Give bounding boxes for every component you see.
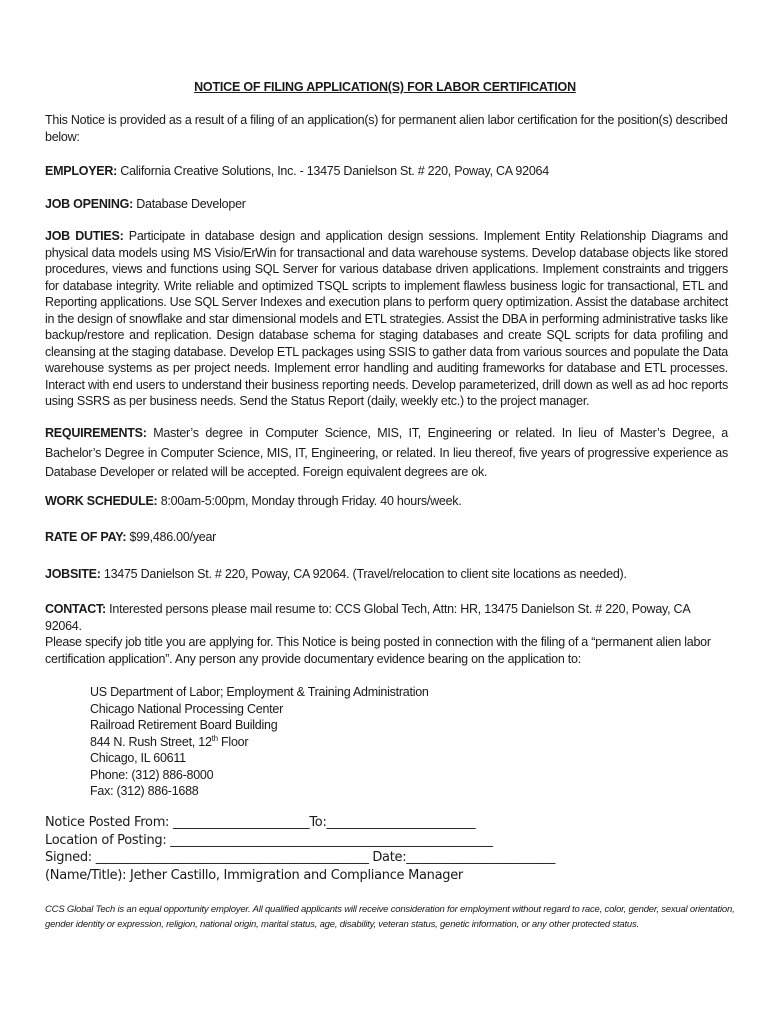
address-line: Fax: (312) 886-1688 (90, 784, 199, 798)
jobsite-label: JOBSITE: (45, 567, 101, 581)
ordinal-suffix: th (211, 733, 218, 743)
requirements-paragraph (45, 424, 728, 483)
name-title-line: (Name/Title): Jether Castillo, Immigration and Compliance Manager (45, 867, 463, 883)
contact-line (45, 601, 728, 634)
job-duties-value: Participate in database design and application design sessions. Implement Entity Relationship Diagrams and physical data models using MS Visio/ErWin for transactional and data warehouse systems. Develop database objects like stored procedures, views and functions using SQL Server for various database driven applications. Implement constraints and triggers for database integrity. Write reliable and optimized TSQL scripts to implement flawless business logic for transactional, ETL and Reporting applications. Use SQL Server Indexes and execution plans to perform query optimization. Assist the database architect in the design of snowflake and star dimensional models and ETL strategies. Assist the DBA in performing administrative tasks like backup/restore and replication. Design database schema for staging databases and create SQL scripts for data profiling and cleansing at the staging database. Develop ETL packages using SSIS to gather data from various sources and populate the Data warehouse systems as per project needs. Implement error handling and auditing frameworks for database and ETL processes. Interact with end users to understand their business reporting needs. Develop parameterized, drill down as well as ad hoc reports using SSRS as per business needs. Send the Status Report (daily, weekly etc.) to the project manager. (45, 229, 728, 408)
floor-text: Floor (217, 734, 249, 749)
rate-label: RATE OF PAY: (45, 530, 127, 544)
eeo-footer: CCS Global Tech is an equal opportunity employer. All qualified applicants will receive consideration for employment without regard to race, color, gender, sexual orientation, gender identity or expression, religion, national origin, marital status, age, disability, veteran status, genetic information, or any other protected status. (45, 904, 735, 930)
address-line: Phone: (312) 886-8000 (90, 767, 214, 782)
signature-date-field[interactable]: Signed: ____________________________________________ Date:________________________ (45, 850, 556, 865)
address-line: US Department of Labor; Employment & Training Administration (90, 685, 429, 699)
job-duties-label: JOB DUTIES: (45, 229, 124, 243)
contact-label: CONTACT: (45, 602, 106, 616)
street-text: 844 N. Rush Street, 12 (90, 734, 212, 749)
posting-form (45, 814, 735, 884)
job-opening-line (45, 196, 728, 213)
posted-from-field[interactable]: Notice Posted From: ______________________To:________________________ (45, 815, 476, 830)
specify-paragraph: Please specify job title you are applying for. This Notice is being posted in connection with the filing of a “permanent alien labor certification application”. Any person any provide documentary evidence bearing on the application to: (45, 635, 711, 666)
address-line: Chicago, IL 60611 (90, 751, 186, 765)
work-schedule-line (45, 493, 728, 510)
employer-line (45, 163, 728, 180)
dol-address-block (90, 684, 590, 800)
rate-of-pay-line (45, 529, 728, 546)
employer-label: EMPLOYER: (45, 164, 118, 178)
address-line (90, 734, 590, 751)
work-schedule-value: 8:00am-5:00pm, Monday through Friday. 40 hours/week. (157, 494, 462, 508)
job-opening-value: Database Developer (133, 197, 246, 211)
intro-paragraph: This Notice is provided as a result of a filing of an application(s) for permanent alien labor certification for the position(s) described below: (45, 113, 728, 144)
requirements-value: Master’s degree in Computer Science, MIS, IT, Engineering or related. In lieu of Master’s Degree, a Bachelor’s Degree in Computer Science, MIS, IT, Engineering, or related. In lieu thereof, five years of progressive experience as Database Developer or related will be accepted. Foreign equivalent degrees are ok. (45, 426, 728, 479)
work-schedule-label: WORK SCHEDULE: (45, 494, 158, 508)
jobsite-line (45, 566, 728, 583)
job-opening-label: JOB OPENING: (45, 197, 133, 211)
address-line: Chicago National Processing Center (90, 701, 283, 716)
address-line: Railroad Retirement Board Building (90, 718, 278, 732)
job-duties-paragraph (45, 228, 728, 410)
document-title: NOTICE OF FILING APPLICATION(S) FOR LABOR CERTIFICATION (194, 80, 576, 94)
requirements-label: REQUIREMENTS: (45, 426, 147, 440)
contact-value: Interested persons please mail resume to: CCS Global Tech, Attn: HR, 13475 Danielson St. # 220, Poway, CA 92064. (45, 602, 690, 633)
rate-value: $99,486.00/year (126, 530, 217, 544)
location-of-posting-field[interactable]: Location of Posting: ____________________________________________________ (45, 832, 493, 848)
jobsite-value: 13475 Danielson St. # 220, Poway, CA 92064. (Travel/relocation to client site locations as needed). (100, 567, 627, 581)
employer-value: California Creative Solutions, Inc. - 13475 Danielson St. # 220, Poway, CA 92064 (117, 164, 549, 178)
